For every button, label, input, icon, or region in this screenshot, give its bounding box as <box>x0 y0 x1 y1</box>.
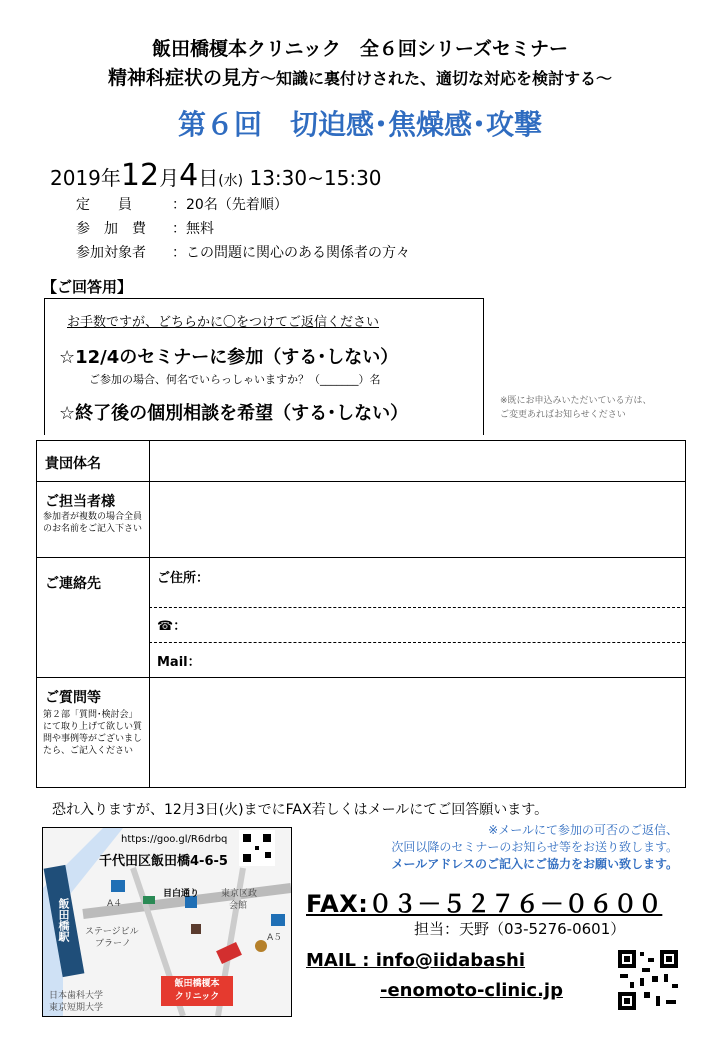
clinic-label-line: クリニック <box>174 992 220 1002</box>
info-value: ：この問題に関心のある関係者の方々 <box>172 245 410 261</box>
map-exit-a4: A４ <box>107 899 123 909</box>
info-value: ：20名（先着順） <box>172 197 288 213</box>
event-date <box>50 158 382 193</box>
header-line1: 飯田橋榎本クリニック 全６回シリーズセミナー <box>152 38 568 60</box>
table-divider <box>149 642 685 643</box>
date-day: 4 <box>179 158 199 193</box>
mail-note-line: 次回以降のセミナーのお知らせ等をお送り致します。 <box>391 840 678 854</box>
info-capacity <box>76 194 288 214</box>
map-building-1: ステージビル <box>85 927 139 937</box>
date-month: 12 <box>120 158 160 193</box>
info-label: 参 加 費 <box>76 221 146 237</box>
mail-address-2[interactable]: -enomoto-clinic.jp <box>380 980 563 1001</box>
date-day-unit: 日 <box>198 166 219 190</box>
info-value: ：無料 <box>172 221 214 237</box>
mail-field[interactable]: Mail： <box>157 655 201 670</box>
date-year: 2019年 <box>50 166 121 190</box>
map-university-1: 日本歯科大学 <box>49 991 104 1001</box>
contact-label: ご連絡先 <box>45 576 101 592</box>
question-field[interactable] <box>150 678 685 786</box>
qr-code-image <box>616 948 680 1012</box>
session-title: 第６回 切迫感･焦燥感･攻撃 <box>177 108 542 141</box>
reply-box <box>44 298 484 435</box>
date-weekday: (水) <box>218 173 244 189</box>
info-label: 定 員 <box>76 197 132 213</box>
side-note-line: ご変更あればお知らせください <box>500 410 626 420</box>
person-note: 参加者が複数の場合全員のお名前をご記入下さい <box>43 512 143 534</box>
address-field[interactable]: ご住所： <box>157 571 210 586</box>
reply-section-title: 【ご回答用】 <box>42 278 133 296</box>
clinic-label-line: 飯田橋榎本 <box>174 979 220 989</box>
footer-mail-notes <box>300 822 678 873</box>
map-clinic-label <box>161 976 233 1006</box>
map-url[interactable]: https://goo.gl/R6drbq <box>121 834 228 845</box>
header-line2-main: 精神科症状の見方 <box>107 67 260 89</box>
person-label: ご担当者様 <box>45 494 115 510</box>
person-field[interactable] <box>150 482 685 556</box>
reply-instruction: お手数ですが、どちらかに〇をつけてご返信ください <box>67 315 380 330</box>
mail-note-line: ※メールにて参加の可否のご返信、 <box>488 823 678 837</box>
reply-side-note <box>500 394 652 422</box>
header-line2-sub: ～知識に裏付けされた、適切な対応を検討する～ <box>260 69 613 88</box>
question-note: 第２部「質問･検討会」にて取り上げて欲しい質問や事例等がございましたら、ご記入ください <box>43 710 143 756</box>
map-ward-office-1: 東京区政 <box>221 889 258 899</box>
org-field[interactable] <box>150 442 685 480</box>
mail-address-1[interactable]: MAIL : info@iidabashi <box>306 950 526 971</box>
reply-q1[interactable]: ☆12/4のセミナーに参加（する･しない） <box>59 347 399 368</box>
access-map <box>42 827 292 1017</box>
map-road: 目白通り <box>163 889 200 899</box>
mail-note-line: メールアドレスのご記入にご協力をお願い致します。 <box>391 857 678 871</box>
reply-form-table <box>36 440 686 788</box>
date-time: 13:30~15:30 <box>243 166 382 190</box>
reply-q1-count[interactable]: ご参加の場合、何名でいらっしゃいますか？（_______）名 <box>89 373 381 386</box>
map-address: 千代田区飯田橋4-6-5 <box>99 854 228 869</box>
question-label: ご質問等 <box>45 690 101 706</box>
date-month-unit: 月 <box>159 166 180 190</box>
info-fee <box>76 218 214 238</box>
fax-number: FAX:０３－５２７６－０６００ <box>306 890 663 918</box>
info-target <box>76 242 410 262</box>
phone-field[interactable]: ☎： <box>157 619 187 634</box>
info-label: 参加対象者 <box>76 245 146 261</box>
map-station: 飯田橋駅 <box>57 898 70 942</box>
table-divider <box>149 607 685 608</box>
table-divider <box>37 557 685 558</box>
org-label: 貴団体名 <box>45 456 101 472</box>
map-university-2: 東京短期大学 <box>49 1003 104 1013</box>
header-line2 <box>0 63 720 90</box>
map-exit-a5: A５ <box>267 933 283 943</box>
map-ward-office-2: 会館 <box>229 901 248 911</box>
reply-q2[interactable]: ☆終了後の個別相談を希望（する･しない） <box>59 403 409 424</box>
deadline-text: 恐れ入りますが、12月3日(火)までにFAX若しくはメールにてご回答願います。 <box>52 802 549 818</box>
qr-code-graphic <box>616 948 680 1012</box>
contact-person: 担当：天野（03-5276-0601） <box>414 920 626 938</box>
map-building-2: ブラーノ <box>95 939 131 949</box>
side-note-line: ※既にお申込みいただいている方は、 <box>500 396 652 406</box>
